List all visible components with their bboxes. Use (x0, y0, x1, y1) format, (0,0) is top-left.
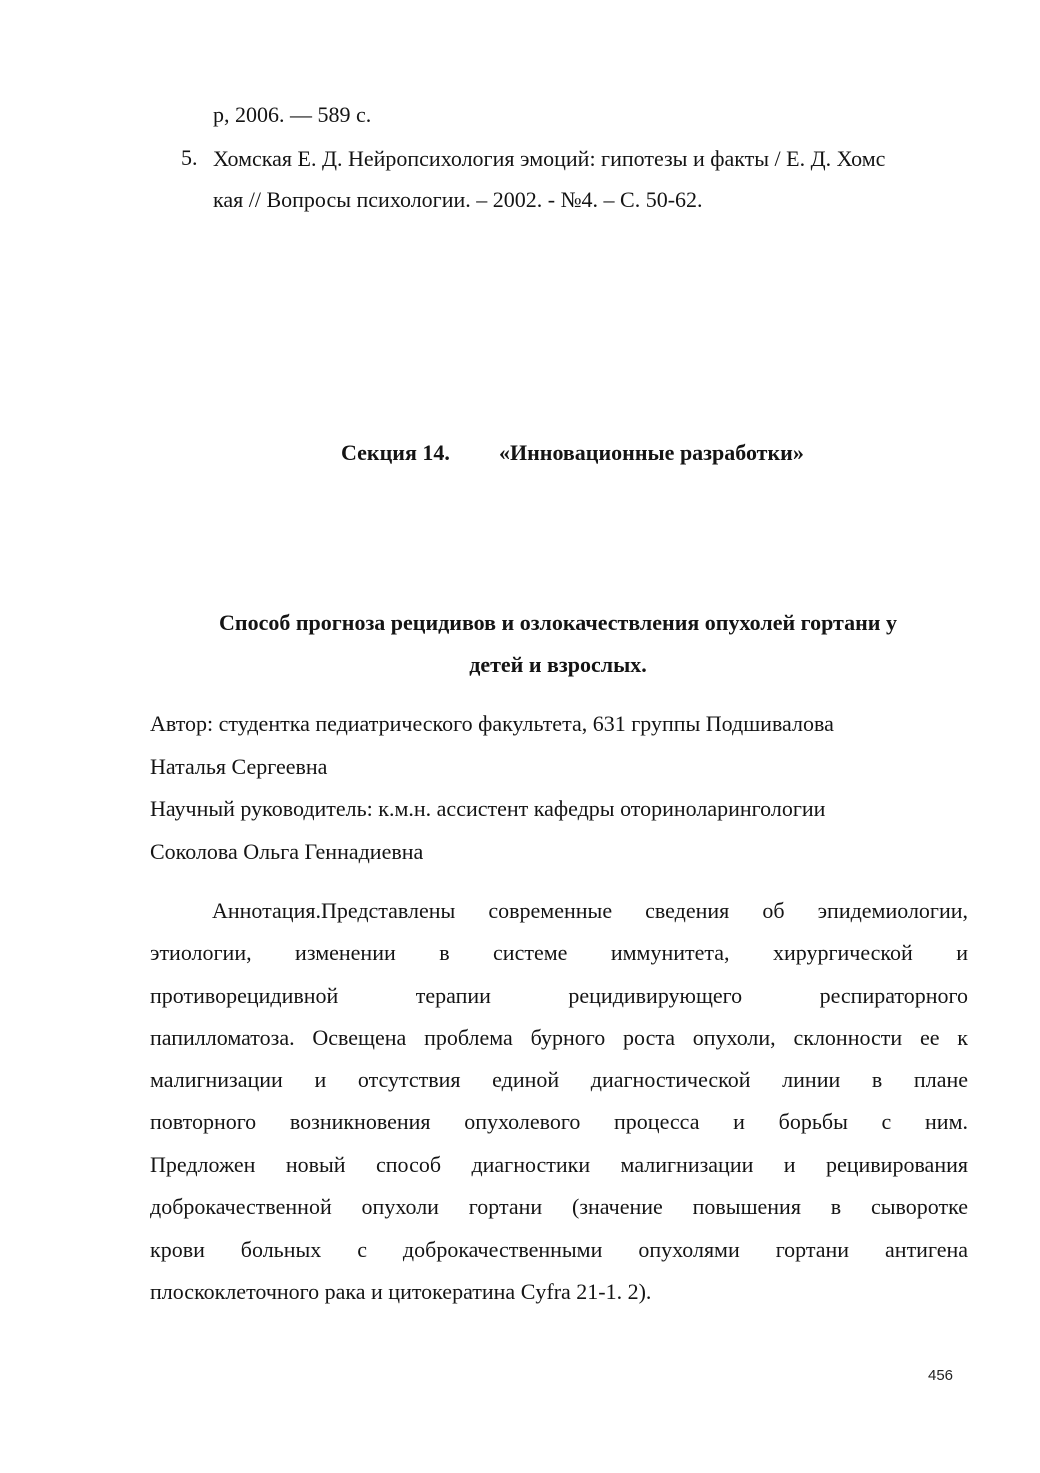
section-title: «Инновационные разработки» (499, 440, 804, 465)
abstract-line: этиологии, изменении в системе иммунитета, хирургической и (150, 940, 968, 965)
abstract-line: Аннотация.Представлены современные сведения об эпидемиологии, (212, 898, 968, 923)
abstract-line: доброкачественной опухоли гортани (значение повышения в сыворотке (150, 1194, 968, 1219)
abstract-line: плоскоклеточного рака и цитокератина Cyfra 21-1. 2). (150, 1279, 652, 1304)
page-number: 456 (928, 1367, 954, 1384)
abstract-line: Предложен новый способ диагностики малигнизации и рецивирования (150, 1152, 968, 1177)
abstract-line: крови больных с доброкачественными опухолями гортани антигена (150, 1237, 968, 1262)
article-title-line: Способ прогноза рецидивов и озлокачествления опухолей гортани у (219, 610, 897, 635)
author-line: Автор: студентка педиатрического факультета, 631 группы Подшивалова (150, 711, 834, 736)
article-title-line: детей и взрослых. (469, 652, 647, 677)
abstract-line: малигнизации и отсутствия единой диагностической линии в плане (150, 1067, 968, 1092)
reference-text-line: кая // Вопросы психологии. – 2002. - №4. – С. 50-62. (213, 187, 703, 212)
reference-continuation: р, 2006. — 589 с. (213, 102, 372, 127)
abstract-line: противорецидивной терапии рецидивирующего респираторного (150, 983, 968, 1008)
author-line: Наталья Сергеевна (150, 754, 328, 779)
supervisor-line: Научный руководитель: к.м.н. ассистент кафедры оториноларингологии (150, 796, 826, 821)
reference-number: 5. (181, 145, 198, 170)
section-label: Секция 14. (341, 440, 450, 465)
supervisor-line: Соколова Ольга Геннадиевна (150, 839, 424, 864)
reference-text-line: Хомская Е. Д. Нейропсихология эмоций: гипотезы и факты / Е. Д. Хомс (213, 146, 886, 171)
abstract-line: папилломатоза. Освещена проблема бурного роста опухоли, склонности ее к (150, 1025, 968, 1050)
abstract-line: повторного возникновения опухолевого процесса и борьбы с ним. (150, 1109, 968, 1134)
